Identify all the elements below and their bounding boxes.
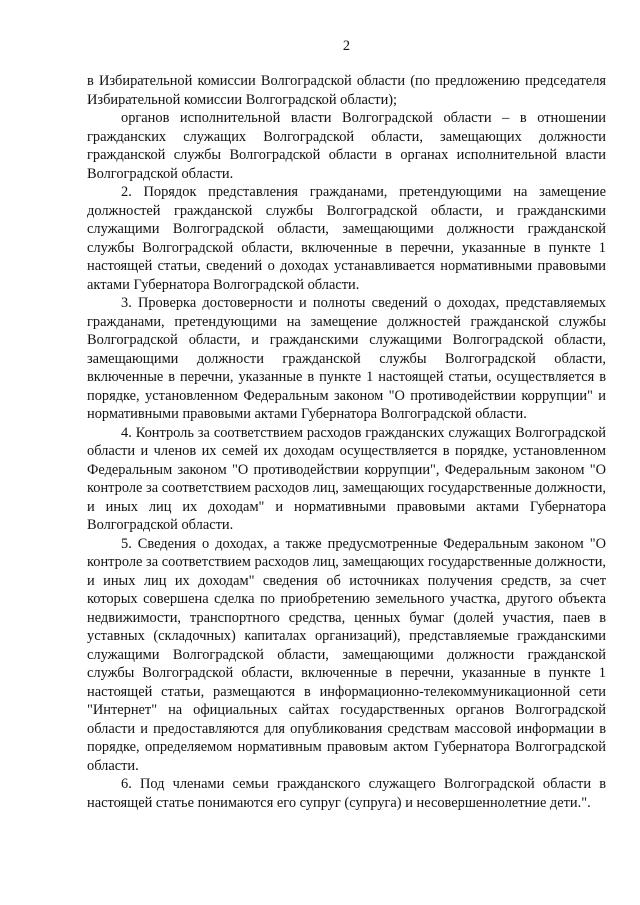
- paragraph: 2. Порядок представления гражданами, претендующими на замещение должностей гражданской службы Волгоградской области, и гражданскими служащими Волгоградской области, замещающими должности гражданской службы Волгоградской области, включенные в перечни, указанные в пункте 1 настоящей статьи, сведений о доходах устанавливается нормативными правовыми актами Губернатора Волгоградской области.: [87, 184, 606, 293]
- paragraph: 6. Под членами семьи гражданского служащего Волгоградской области в настоящей статье понимаются его супруг (супруга) и несовершеннолетние дети.".: [87, 776, 606, 811]
- paragraph: 3. Проверка достоверности и полноты сведений о доходах, представляемых гражданами, претендующими на замещение должностей гражданской службы Волгоградской области, и гражданскими служащими Волгоградской области, замещающими должности гражданской службы Волгоградской области, включенные в перечни, указанные в пункте 1 настоящей статьи, осуществляется в порядке, установленном Федеральным законом "О противодействии коррупции" и нормативными правовыми актами Губернатора Волгоградской области.: [87, 295, 606, 422]
- paragraph: органов исполнительной власти Волгоградской области – в отношении гражданских служащих Волгоградской области, замещающих должности гражданской службы Волгоградской области в органах исполнительной власти Волгоградской области.: [87, 110, 606, 182]
- paragraph: 4. Контроль за соответствием расходов гражданских служащих Волгоградской области и членов их семей их доходам осуществляется в порядке, установленном Федеральным законом "О противодействии коррупции", Федеральным законом "О контроле за соответствием расходов лиц, замещающих государственные должности, и иных лиц их доходам" и нормативными правовыми актами Губернатора Волгоградской области.: [87, 424, 606, 533]
- paragraph: 5. Сведения о доходах, а также предусмотренные Федеральным законом "О контроле за соответствием расходов лиц, замещающих государственные должности, и иных лиц их доходам" сведения об источниках получения средств, за счет которых совершена сделка по приобретению земельного участка, другого объекта недвижимости, транспортного средства, ценных бумаг (долей участия, паев в уставных (складочных) капиталах организаций), представляемые гражданскими служащими Волгоградской области, замещающими должности гражданской службы Волгоградской области, включенные в перечни, указанные в пункте 1 настоящей статьи, размещаются в информационно-телекоммуникационной сети "Интернет" на официальных сайтах государственных органов Волгоградской области и предоставляются для опубликования средствам массовой информации в порядке, определяемом нормативным правовым актом Губернатора Волгоградской области.: [87, 535, 606, 774]
- paragraph: в Избирательной комиссии Волгоградской области (по предложению председателя Избирательной комиссии Волгоградской области);: [87, 73, 606, 108]
- page-number: 2: [342, 38, 351, 54]
